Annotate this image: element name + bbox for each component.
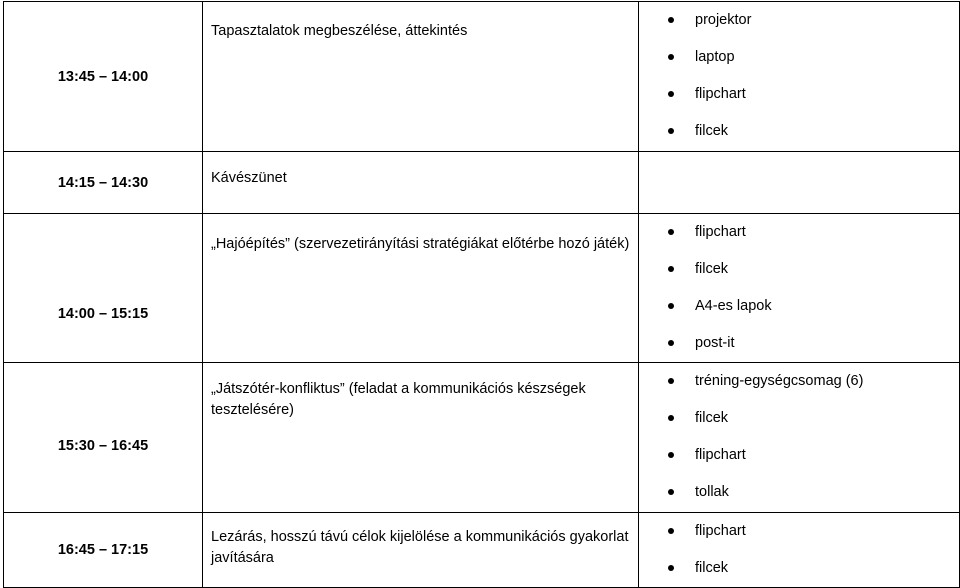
activity-text: Kávészünet: [211, 170, 287, 186]
resource-label: flipchart: [695, 224, 746, 240]
resource-label: flipchart: [695, 523, 746, 539]
resource-label: post-it: [695, 335, 735, 351]
resource-item: [668, 2, 959, 39]
resource-item: [668, 400, 959, 437]
resources-cell: [639, 152, 960, 214]
bullet-icon: [668, 17, 674, 23]
resources-cell: [639, 2, 960, 152]
resources-cell: [639, 214, 960, 363]
activity-text: Tapasztalatok megbeszélése, áttekintés: [211, 23, 468, 39]
bullet-icon: [668, 340, 674, 346]
bullet-icon: [668, 54, 674, 60]
resource-item: [668, 550, 959, 587]
schedule-row: [4, 214, 960, 363]
resource-item: [668, 474, 959, 511]
resource-label: filcek: [695, 261, 729, 277]
bullet-icon: [668, 91, 674, 97]
resource-item: [668, 325, 959, 362]
bullet-icon: [668, 378, 674, 384]
schedule-row: [4, 152, 960, 214]
time-cell: [4, 214, 203, 363]
resource-label: projektor: [695, 12, 752, 28]
resource-list: [639, 363, 959, 511]
time-cell: [4, 513, 203, 588]
activity-text: „Játszótér-konfliktus” (feladat a kommunikációs készségek tesztelésére): [211, 381, 586, 418]
bullet-icon: [668, 565, 674, 571]
time-slot: 14:15 – 14:30: [57, 174, 149, 191]
time-slot: 15:30 – 16:45: [57, 438, 149, 454]
activity-cell: [203, 2, 639, 152]
resource-label: filcek: [695, 560, 729, 576]
resource-label: filcek: [695, 410, 729, 426]
resource-item: [668, 76, 959, 113]
resource-list: [639, 2, 959, 150]
activity-cell: [203, 214, 639, 363]
resource-list: [639, 214, 959, 362]
resource-item: [668, 288, 959, 325]
bullet-icon: [668, 303, 674, 309]
time-slot: 16:45 – 17:15: [57, 542, 149, 558]
bullet-icon: [668, 415, 674, 421]
bullet-icon: [668, 452, 674, 458]
activity-text: „Hajóépítés” (szervezetirányítási stratégiákat előtérbe hozó játék): [211, 236, 630, 252]
resource-item: [668, 513, 959, 550]
activity-cell: [203, 513, 639, 588]
activity-cell: [203, 363, 639, 513]
resource-item: [668, 251, 959, 288]
activity-text: Lezárás, hosszú távú célok kijelölése a kommunikációs gyakorlat javítására: [211, 529, 629, 566]
bullet-icon: [668, 528, 674, 534]
resource-item: [668, 437, 959, 474]
schedule-row: [4, 513, 960, 588]
resource-label: tollak: [695, 484, 729, 500]
bullet-icon: [668, 128, 674, 134]
resource-label: flipchart: [695, 86, 746, 102]
resource-label: tréning-egységcsomag (6): [695, 373, 864, 389]
resource-item: [668, 113, 959, 150]
time-cell: [4, 363, 203, 513]
schedule-row: [4, 363, 960, 513]
time-slot: 14:00 – 15:15: [57, 306, 149, 322]
time-cell: [4, 152, 203, 214]
bullet-icon: [668, 229, 674, 235]
resources-cell: [639, 363, 960, 513]
bullet-icon: [668, 266, 674, 272]
resource-label: flipchart: [695, 447, 746, 463]
time-slot: 13:45 – 14:00: [57, 68, 149, 85]
resource-item: [668, 363, 959, 400]
resource-item: [668, 39, 959, 76]
resource-label: filcek: [695, 123, 729, 139]
bullet-icon: [668, 489, 674, 495]
schedule-table: [3, 1, 960, 588]
activity-cell: [203, 152, 639, 214]
resources-cell: [639, 513, 960, 588]
resource-label: laptop: [695, 49, 735, 65]
resource-list: [639, 513, 959, 587]
resource-label: A4-es lapok: [695, 298, 772, 314]
time-cell: [4, 2, 203, 152]
resource-item: [668, 214, 959, 251]
schedule-row: [4, 2, 960, 152]
